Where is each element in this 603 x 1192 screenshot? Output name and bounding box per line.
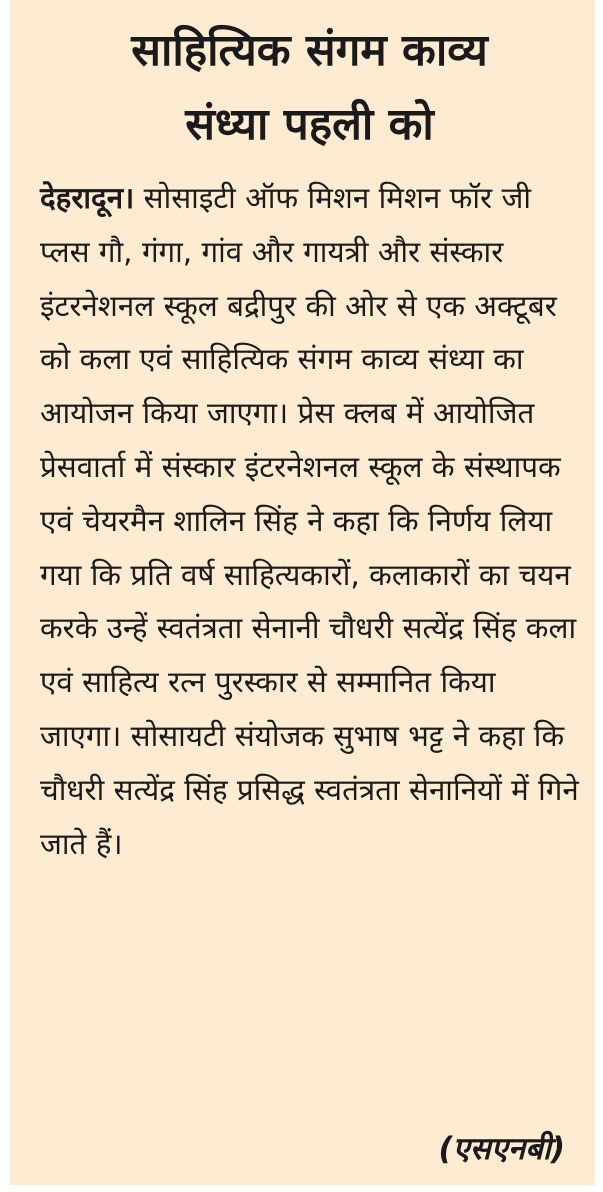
- dateline: देहरादून।: [40, 181, 135, 215]
- headline: [40, 0, 579, 162]
- headline-line-1: साहित्यिक संगम काव्य: [131, 25, 488, 76]
- article-text: सोसाइटी ऑफ मिशन मिशन फॉर जी प्लस गौ, गंगा, गांव और गायत्री और संस्कार इंटरनेशनल स्कूल बद्रीपुर की ओर से एक अक्टूबर को कला एवं साहित्यिक संगम काव्य संध्या का आयोजन किया जाएगा। प्रेस क्लब में आयोजित प्रेसवार्ता में संस्कार इंटरनेशनल स्कूल के संस्थापक एवं चेयरमैन शालिन सिंह ने कहा कि निर्णय लिया गया कि प्रति वर्ष साहित्यकारों, कलाकारों का चयन करके उन्हें स्वतंत्रता सेनानी चौधरी सत्येंद्र सिंह कला एवं साहित्य रत्न पुरस्कार से सम्मानित किया जाएगा। सोसायटी संयोजक सुभाष भट्ट ने कहा कि चौधरी सत्येंद्र सिंह प्रसिद्ध स्वतंत्रता सेनानियों में गिने जाते हैं।: [40, 181, 579, 861]
- article-body: [40, 172, 579, 871]
- source-credit: (एसएनबी): [438, 1131, 565, 1167]
- headline-line-2: संध्या पहली को: [185, 99, 434, 150]
- news-clipping: [10, 0, 595, 1185]
